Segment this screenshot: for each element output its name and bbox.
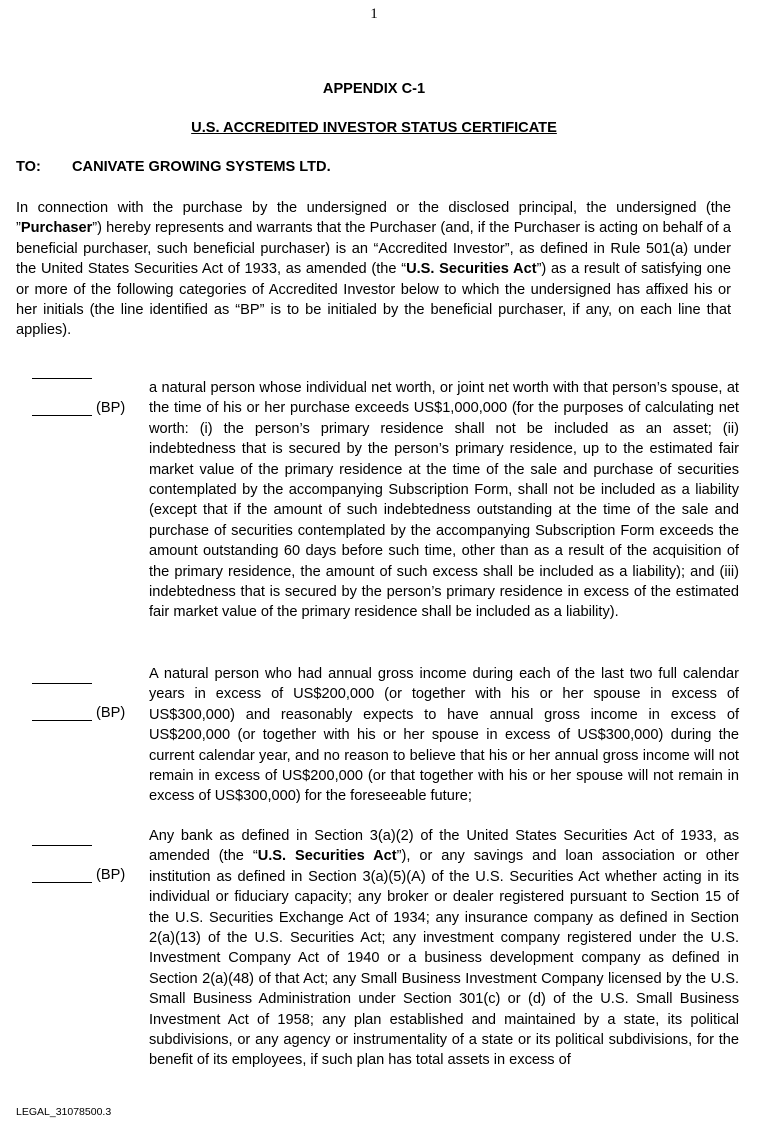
initial-line[interactable] bbox=[32, 845, 92, 846]
page-number: 1 bbox=[370, 6, 378, 22]
intro-text-2: ”) hereby represents and warrants that the Purchaser (and, if the Purchaser is acting on behalf of a beneficial purchaser, such beneficial purchaser) is an “Accredited Investor”, as defined in Rule 501(a) under the United States Securities Act of 1933, as amended (the “ bbox=[16, 220, 731, 278]
appendix-title: APPENDIX C-1 bbox=[322, 81, 426, 97]
to-label: TO: bbox=[16, 159, 41, 175]
initial-line[interactable] bbox=[32, 683, 92, 684]
certificate-title bbox=[0, 120, 748, 136]
securities-act-term: U.S. Securities Act bbox=[406, 261, 537, 278]
intro-text-3: ”) as a result of satisfying one or more of the following categories of Accredited Investor below to which the undersigned has affixed his or her initials (the line identified as “BP” is to be initialed by the beneficial purchaser, if any, on each line that applies). bbox=[16, 261, 731, 339]
intro-paragraph bbox=[16, 198, 731, 341]
category-text-b: ”), or any savings and loan association or other institution as defined in Section 3(a)(5)(A) of the U.S. Securities Act whether acting in its individual or fiduciary capacity; any broker or dealer registered pursuant to Section 15 of the U.S. Securities Exchange Act of 1934; any insurance company as defined in Section 2(a)(13) of the U.S. Securities Act; any investment company registered under the U.S. Investment Company Act of 1940 or a business development company as defined in Section 2(a)(48) of that Act; any Small Business Investment Company licensed by the U.S. Small Business Administration under Section 301(c) or (d) of the U.S. Small Business Investment Act of 1958; any plan established and maintained by a state, its political subdivisions, or any agency or instrumentality of a state or its political subdivisions, for the benefit of its employees, if such plan has total assets in excess of bbox=[149, 848, 739, 1069]
bp-initial-line[interactable] bbox=[32, 415, 92, 416]
category-text: a natural person whose individual net worth, or joint net worth with that person’s spouse, at the time of his or her purchase exceeds US$1,000,000 (for the purposes of calculating net worth: (i) the person’s primary residence shall not be included as an asset; (ii) indebtedness that is secured by the person’s primary residence, up to the estimated fair market value of the primary residence at the time of the sale and purchase of securities contemplated by the accompanying Subscription Form, shall not be included as a liability (except that if the amount of such indebtedness outstanding at the time of the sale and purchase of securities contemplated by the accompanying Subscription Form exceeds the amount outstanding 60 days before such time, other than as a result of the acquisition of the primary residence, the amount of such excess shall be included as a liability); and (iii) indebtedness that is secured by the person’s primary residence in excess of the estimated fair market value of the primary residence shall be included as a liability). bbox=[149, 380, 739, 621]
bp-label: (BP) bbox=[96, 400, 126, 416]
category-text-a: Any bank as defined in Section 3(a)(2) of the United States Securities Act of 1933, as amended (the “ bbox=[149, 828, 739, 865]
bp-initial-line[interactable] bbox=[32, 720, 92, 721]
bp-label: (BP) bbox=[96, 705, 126, 721]
addressee-line bbox=[16, 159, 331, 175]
purchaser-term: Purchaser bbox=[20, 220, 93, 237]
securities-act-term: U.S. Securities Act bbox=[257, 848, 397, 865]
intro-text-1: In connection with the purchase by the undersigned or the disclosed principal, the undersigned (the ” bbox=[16, 200, 731, 237]
certificate-title-text: U.S. ACCREDITED INVESTOR STATUS CERTIFICATE bbox=[191, 120, 557, 136]
bp-initial-line[interactable] bbox=[32, 882, 92, 883]
document-id-footer: LEGAL_31078500.3 bbox=[16, 1106, 112, 1118]
category-text: A natural person who had annual gross income during each of the last two full calendar years in excess of US$200,000 (or together with his or her spouse in excess of US$300,000) and reasonably expects to have annual gross income in excess of US$200,000 (or together with his or her spouse in excess of US$300,000) during the current calendar year, and no reason to believe that his or her annual gross income will not remain in excess of US$200,000 (or that together with his or her spouse will not remain in excess of US$300,000) for the foreseeable future; bbox=[149, 666, 739, 805]
recipient-name: CANIVATE GROWING SYSTEMS LTD. bbox=[72, 159, 331, 175]
category-text bbox=[149, 826, 739, 1071]
bp-label: (BP) bbox=[96, 867, 126, 883]
initial-line[interactable] bbox=[32, 378, 92, 379]
